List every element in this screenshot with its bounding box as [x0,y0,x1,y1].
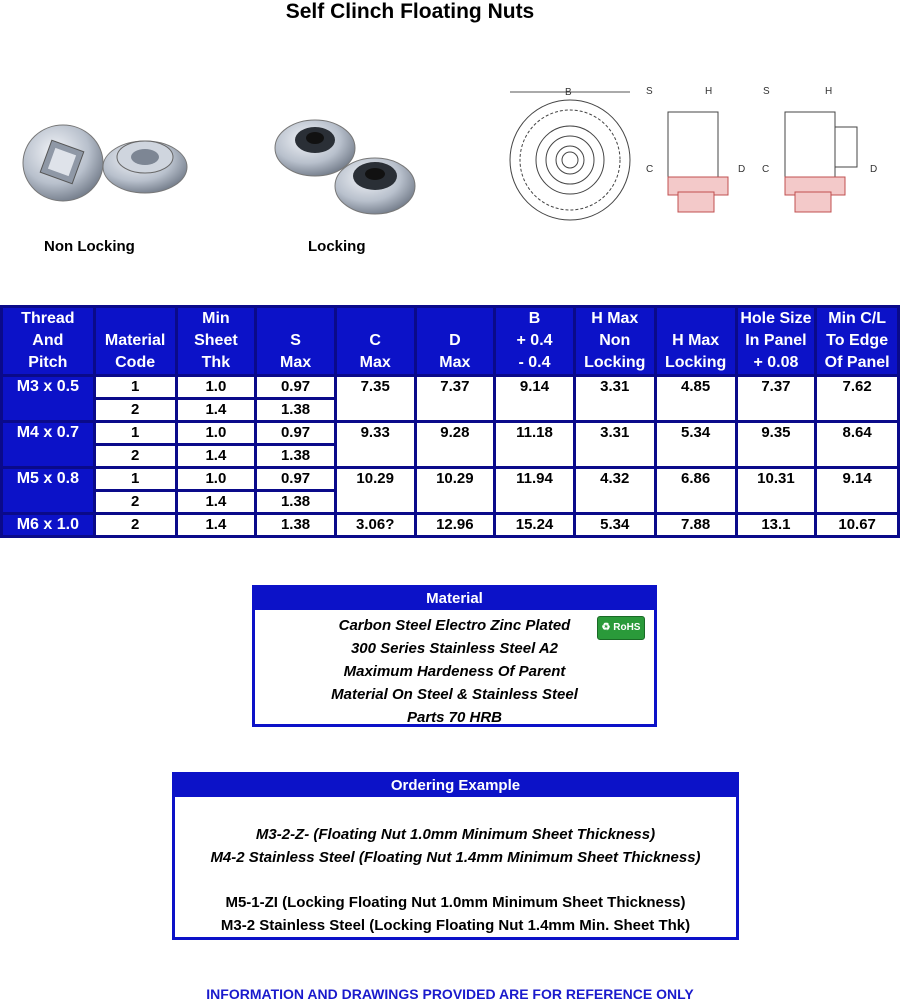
column-header [415,307,495,376]
table-cell: 1.0 [176,376,256,399]
ordering-line: M4-2 Stainless Steel (Floating Nut 1.4mm Minimum Sheet Thickness) [210,849,701,866]
dim-s2-label: S [763,86,770,97]
table-cell: 11.18 [495,422,575,468]
material-heading: Material [255,588,654,610]
page-title: Self Clinch Floating Nuts [285,0,535,23]
table-cell: 3.31 [574,376,655,422]
table-cell: 1 [94,376,176,399]
table-cell: 9.35 [736,422,816,468]
column-header [574,307,655,376]
table-cell: M5 x 0.8 [2,468,95,514]
reference-disclaimer: INFORMATION AND DRAWINGS PROVIDED ARE FOR REFERENCE ONLY [206,986,694,1002]
table-cell: 15.24 [495,514,575,537]
table-cell: 7.88 [655,514,736,537]
column-header-line: D [449,332,461,349]
non-locking-nut-image [15,105,190,205]
material-box [252,585,657,727]
column-header-line: Code [115,354,156,371]
table-cell: 10.29 [415,468,495,514]
table-row [2,514,899,537]
column-header [2,307,95,376]
table-cell: 1.38 [256,514,336,537]
dim-h-label: H [705,86,713,97]
table-cell: 0.97 [256,468,336,491]
locking-caption: Locking [308,238,366,255]
ordering-line: M3-2-Z- (Floating Nut 1.0mm Minimum Sheet Thickness) [255,826,656,843]
column-header-line: H Max [672,332,720,349]
table-cell: 0.97 [256,376,336,399]
table-cell: 1.0 [176,422,256,445]
column-header-line [417,308,494,330]
column-header-line: Locking [584,354,646,371]
ordering-box [172,772,739,940]
column-header-line: Material [104,332,166,349]
table-cell: 1.38 [256,491,336,514]
table-cell: 10.29 [335,468,415,514]
column-header [736,307,816,376]
column-header-line: Sheet [194,332,238,349]
table-cell: 7.35 [335,376,415,422]
table-cell: 2 [94,399,176,422]
column-header-line: Hole Size [740,310,812,327]
table-cell: 11.94 [495,468,575,514]
column-header-line: Max [359,354,391,371]
dim-h2-label: H [825,86,833,97]
column-header-line: S [290,332,301,349]
table-cell: 1 [94,468,176,491]
table-cell: 8.64 [816,422,899,468]
column-header [816,307,899,376]
material-line: Carbon Steel Electro Zinc Plated [338,617,571,634]
table-cell: 1.38 [256,445,336,468]
recycle-icon: ♻ [601,622,611,633]
table-cell: 10.31 [736,468,816,514]
table-cell: 2 [94,514,176,537]
table-cell: 9.14 [816,468,899,514]
column-header-line: C [369,332,381,349]
column-header [256,307,336,376]
column-header-line: + 0.4 [516,332,553,349]
table-cell: M6 x 1.0 [2,514,95,537]
table-cell: 12.96 [415,514,495,537]
dim-d2-label: D [870,164,878,175]
table-cell: 7.37 [736,376,816,422]
table-row [2,376,899,399]
table-cell: 1 [94,422,176,445]
table-row [2,468,899,491]
table-cell: 1.0 [176,468,256,491]
dim-c-label: C [646,164,654,175]
material-line: Material On Steel & Stainless Steel [331,686,578,703]
table-cell: 0.97 [256,422,336,445]
table-cell: 6.86 [655,468,736,514]
table-cell: 1.4 [176,445,256,468]
locking-nut-image [270,108,430,218]
table-cell: 1.4 [176,514,256,537]
table-cell: 3.31 [574,422,655,468]
table-cell: M3 x 0.5 [2,376,95,422]
column-header-line: H Max [591,310,639,327]
column-header-line [657,308,735,330]
table-row [2,422,899,445]
column-header-line: - 0.4 [518,354,551,371]
table-cell: M4 x 0.7 [2,422,95,468]
column-header-line: Non [599,332,631,349]
column-header-line: B [528,310,541,327]
column-header-line: Thread [21,310,75,327]
column-header-line: Max [439,354,471,371]
header-row [2,307,899,376]
dim-c2-label: C [762,164,770,175]
material-line: Parts 70 HRB [406,709,503,726]
table-cell: 7.37 [415,376,495,422]
ordering-heading: Ordering Example [175,775,736,797]
material-line: 300 Series Stainless Steel A2 [350,640,559,657]
table-cell: 9.33 [335,422,415,468]
column-header-line [96,308,175,330]
table-cell: 10.67 [816,514,899,537]
column-header [335,307,415,376]
table-cell: 2 [94,491,176,514]
column-header-line: Thk [201,354,231,371]
table-cell: 13.1 [736,514,816,537]
column-header [94,307,176,376]
table-cell: 1.4 [176,399,256,422]
material-line: Maximum Hardeness Of Parent [343,663,566,680]
column-header [176,307,256,376]
table-cell: 1.4 [176,491,256,514]
rohs-badge: ♻ RoHS [597,616,645,640]
table-cell: 2 [94,445,176,468]
table-cell: 9.14 [495,376,575,422]
table-cell: 1.38 [256,399,336,422]
table-cell: 3.06? [335,514,415,537]
table-cell: 5.34 [655,422,736,468]
column-header [655,307,736,376]
column-header-line: And [32,332,64,349]
table-cell: 4.85 [655,376,736,422]
dim-d-label: D [738,164,746,175]
column-header-line: Pitch [28,354,68,371]
ordering-line: M3-2 Stainless Steel (Locking Floating Nut 1.4mm Min. Sheet Thk) [220,917,691,934]
dim-s-label: S [646,86,653,97]
column-header-line: Locking [664,354,727,371]
column-header-line [337,308,414,330]
column-header-line [257,308,334,330]
table-cell: 5.34 [574,514,655,537]
column-header-line: Min C/L [828,310,887,327]
non-locking-caption: Non Locking [44,238,135,255]
column-header-line: Max [279,354,312,371]
column-header-line: Min [202,310,230,327]
column-header-line: In Panel [745,332,807,349]
table-cell: 7.62 [816,376,899,422]
column-header [495,307,575,376]
technical-drawing [500,82,890,222]
table-cell: 9.28 [415,422,495,468]
dim-b-label: B [565,87,572,98]
column-header-line: + 0.08 [753,354,799,371]
column-header-line: Of Panel [824,354,890,371]
column-header-line: To Edge [826,332,889,349]
spec-table [0,305,900,538]
ordering-line: M5-1-ZI (Locking Floating Nut 1.0mm Minimum Sheet Thickness) [225,894,686,911]
table-cell: 4.32 [574,468,655,514]
